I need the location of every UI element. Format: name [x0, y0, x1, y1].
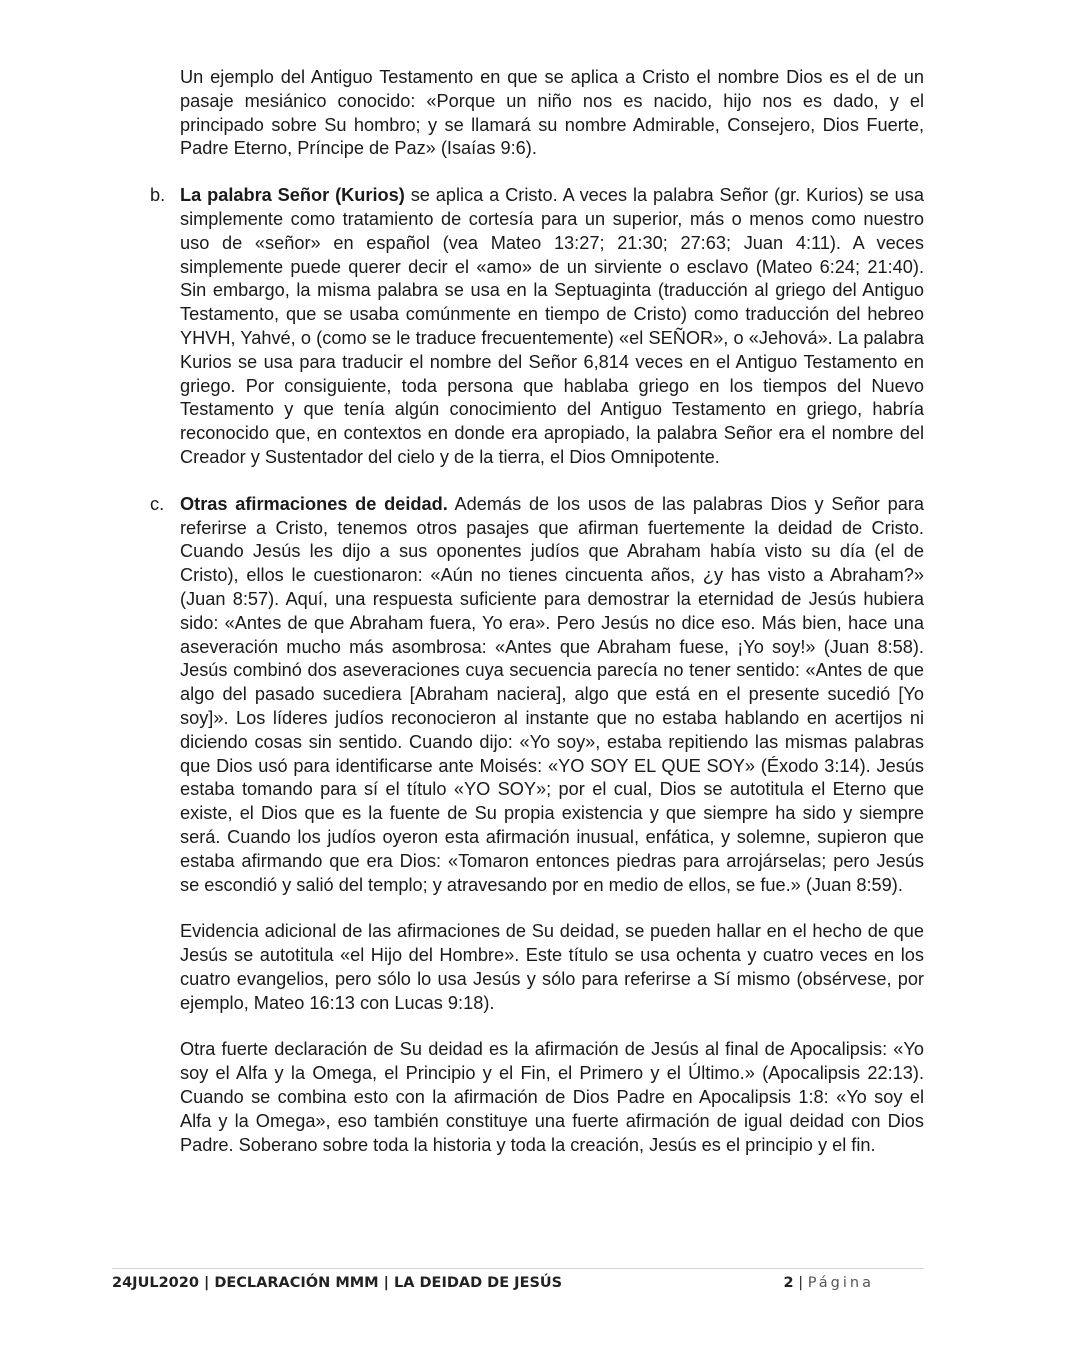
- list-item-text: [180, 184, 924, 470]
- list-marker: b.: [150, 185, 166, 206]
- list-item-body: se aplica a Cristo. A veces la palabra Señor (gr. Kurios) se usa simplemente como tratamiento de cortesía para un superior, más o menos como nuestro uso de «señor» en español (vea Mateo 13:27; 21:30; 27:63; Juan 4:11). A veces simplemente puede querer decir el «amo» de un sirviente o esclavo (Mateo 6:24; 21:40). Sin embargo, la misma palabra se usa en la Septuaginta (traducción al griego del Antiguo Testamento, que se usaba comúnmente en tiempo de Cristo) como traducción del hebreo YHVH, Yahvé, o (como se le traduce frecuentemente) «el SEÑOR», o «Jehová». La palabra Kurios se usa para traducir el nombre del Señor 6,814 veces en el Antiguo Testamento en griego. Por consiguiente, toda persona que hablaba griego en los tiempos del Nuevo Testamento y que tenía algún conocimiento del Antiguo Testamento en griego, habría reconocido que, en contextos en donde era apropiado, la palabra Señor era el nombre del Creador y Sustentador del cielo y de la tierra, el Dios Omnipotente.: [180, 185, 924, 467]
- page-body: [150, 66, 924, 1180]
- list-item-heading: La palabra Señor (Kurios): [180, 185, 405, 206]
- intro-paragraph: Un ejemplo del Antiguo Testamento en que se aplica a Cristo el nombre Dios es el de un pasaje mesiánico conocido: «Porque un niño nos es nacido, hijo nos es dado, y el principado sobre Su hombro; y se llamará su nombre Admirable, Consejero, Dios Fuerte, Padre Eterno, Príncipe de Paz» (Isaías 9:6).: [180, 67, 924, 159]
- page-footer: [112, 1268, 924, 1291]
- footer-separator: |: [798, 1275, 804, 1291]
- footer-page-indicator: [784, 1275, 875, 1291]
- list-item-body: Además de los usos de las palabras Dios y Señor para referirse a Cristo, tenemos otros pasajes que afirman fuertemente la deidad de Cristo. Cuando Jesús les dijo a sus oponentes judíos que Abraham había visto su día (el de Cristo), ellos le cuestionaron: «Aún no tienes cincuenta años, ¿y has visto a Abraham?» (Juan 8:57). Aquí, una respuesta suficiente para demostrar la eternidad de Jesús hubiera sido: «Antes de que Abraham fuera, Yo era». Pero Jesús no dice eso. Más bien, hace una aseveración mucho más asombrosa: «Antes que Abraham fuese, ¡Yo soy!» (Juan 8:58). Jesús combinó dos aseveraciones cuya secuencia parecía no tener sentido: «Antes de que algo del pasado sucediera [Abraham naciera], algo que está en el presente sucedió [Yo soy]». Los líderes judíos reconocieron al instante que no estaba hablando en acertijos ni diciendo cosas sin sentido. Cuando dijo: «Yo soy», estaba repitiendo las mismas palabras que Dios usó para identificarse ante Moisés: «YO SOY EL QUE SOY» (Éxodo 3:14). Jesús estaba tomando para sí el título «YO SOY»; por el cual, Dios se autotitula el Eterno que existe, el Dios que es la fuente de Su propia existencia y que siempre ha sido y siempre será. Cuando los judíos oyeron esta afirmación inusual, enfática, y solemne, supieron que estaba afirmando que era Dios: «Tomaron entonces piedras para arrojárselas; pero Jesús se escondió y salió del templo; y atravesando por en medio de ellos, se fue.» (Juan 8:59).: [180, 493, 924, 895]
- list-item-heading: Otras afirmaciones de deidad.: [180, 493, 448, 514]
- body-paragraph: Evidencia adicional de las afirmaciones de Su deidad, se pueden hallar en el hecho de que Jesús se autotitula «el Hijo del Hombre». Este título se usa ochenta y cuatro veces en los cuatro evangelios, pero sólo lo usa Jesús y sólo para referirse a Sí mismo (obsérvese, por ejemplo, Mateo 16:13 con Lucas 9:18).: [180, 921, 924, 1013]
- list-item-b: [150, 184, 924, 470]
- list-marker: c.: [150, 493, 165, 514]
- body-paragraph: Otra fuerte declaración de Su deidad es la afirmación de Jesús al final de Apocalipsis: «Yo soy el Alfa y la Omega, el Principio y el Fin, el Primero y el Último.» (Apocalipsis 22:13). Cuando se combina esto con la afirmación de Dios Padre en Apocalipsis 1:8: «Yo soy el Alfa y la Omega», eso también constituye una fuerte afirmación de igual deidad con Dios Padre. Soberano sobre toda la historia y toda la creación, Jesús es el principio y el fin.: [180, 1039, 924, 1155]
- list-item-text: [180, 493, 924, 898]
- page-word: Página: [807, 1275, 874, 1291]
- list-item-c: [150, 493, 924, 898]
- page-number: 2: [783, 1275, 794, 1291]
- footer-title: 24JUL2020 | DECLARACIÓN MMM | LA DEIDAD DE JESÚS: [112, 1275, 563, 1291]
